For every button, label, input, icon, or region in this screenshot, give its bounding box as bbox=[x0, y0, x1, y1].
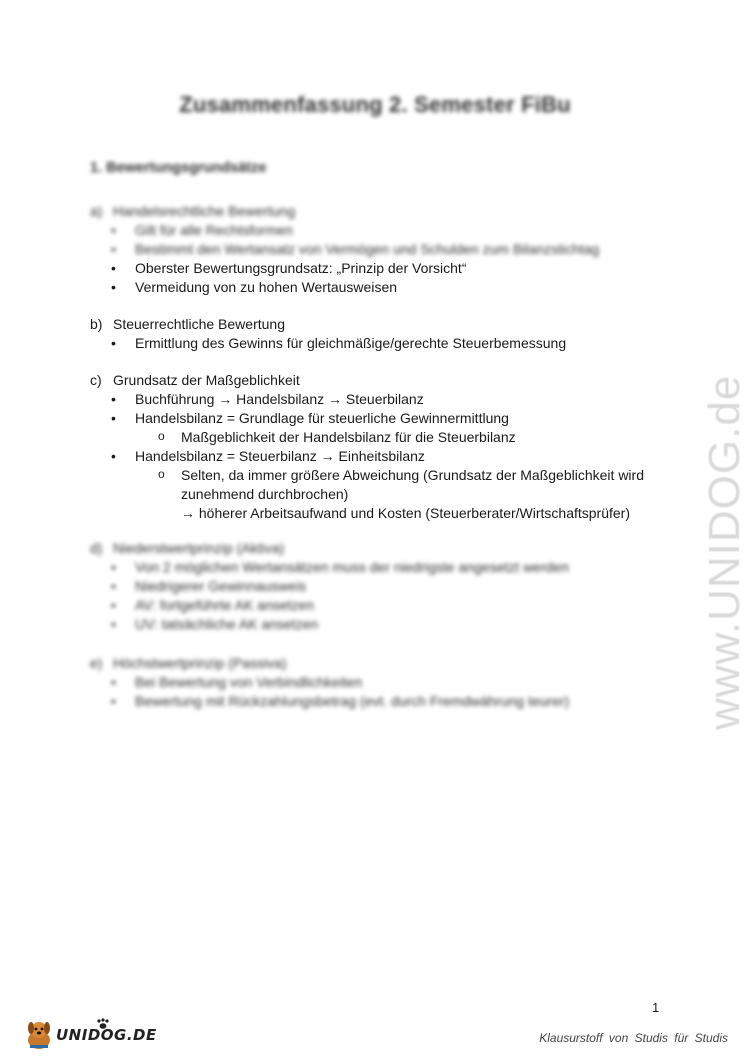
list-item: • Bewertung mit Rückzahlungsbetrag (evt. durch Fremdwährung teurer) bbox=[90, 692, 569, 711]
section-b-list bbox=[90, 334, 566, 353]
section-c-list bbox=[90, 390, 644, 428]
list-item: • Niedrigerer Gewinnausweis bbox=[90, 577, 569, 596]
section-c-sublist-1 bbox=[90, 428, 644, 447]
list-item: • Bei Bewertung von Verbindlichkeiten bbox=[90, 673, 569, 692]
section-b-label: b) bbox=[90, 316, 103, 332]
section-d-title: Niederstwertprinzip (Aktiva) bbox=[113, 540, 285, 556]
section-b-title: Steuerrechtliche Bewertung bbox=[113, 316, 285, 332]
section-c bbox=[90, 371, 644, 523]
section-heading-1: 1. Bewertungsgrundsätze bbox=[90, 160, 267, 176]
section-c-list-2 bbox=[90, 447, 644, 466]
section-a-title-row bbox=[90, 202, 599, 221]
list-item: • Ermittlung des Gewinns für gleichmäßige/gerechte Steuerbemessung bbox=[90, 334, 566, 353]
footer-tagline: Klausurstoff von Studis für Studis bbox=[539, 1031, 728, 1045]
dog-mascot-icon bbox=[22, 1018, 56, 1052]
section-b bbox=[90, 315, 566, 353]
logo-text: UNIDOG.DE bbox=[56, 1026, 157, 1044]
sub-list-continuation: → höherer Arbeitsaufwand und Kosten (Steuerberater/Wirtschaftsprüfer) bbox=[181, 505, 630, 521]
list-item: • Oberster Bewertungsgrundsatz: „Prinzip der Vorsicht“ bbox=[90, 259, 599, 278]
sub-list-continuation: zunehmend durchbrochen) bbox=[181, 486, 349, 502]
section-d-list bbox=[90, 558, 569, 634]
section-d-title-row bbox=[90, 539, 569, 558]
list-item: • Vermeidung von zu hohen Wertausweisen bbox=[90, 278, 599, 297]
list-item: • Gilt für alle Rechtsformen bbox=[90, 221, 599, 240]
section-e bbox=[90, 654, 569, 711]
list-item: • Bestimmt den Wertansatz von Vermögen und Schulden zum Bilanzstichtag bbox=[90, 240, 599, 259]
section-a-title: Handelsrechtliche Bewertung bbox=[113, 203, 296, 219]
section-c-title: Grundsatz der Maßgeblichkeit bbox=[113, 372, 300, 388]
list-item: • Buchführung → Handelsbilanz → Steuerbilanz bbox=[90, 390, 644, 409]
section-d-label: d) bbox=[90, 540, 103, 556]
unidog-logo bbox=[22, 1018, 162, 1052]
list-item: • Von 2 möglichen Wertansätzen muss der niedrigste angesetzt werden bbox=[90, 558, 569, 577]
sub-list-item: o Selten, da immer größere Abweichung (Grundsatz der Maßgeblichkeit wird bbox=[90, 466, 644, 485]
list-item: • AV: fortgeführte AK ansetzen bbox=[90, 596, 569, 615]
sub-list-item: o Maßgeblichkeit der Handelsbilanz für die Steuerbilanz bbox=[90, 428, 644, 447]
list-item: • Handelsbilanz = Grundlage für steuerliche Gewinnermittlung bbox=[90, 409, 644, 428]
section-e-title-row bbox=[90, 654, 569, 673]
watermark: www.UNIDOG.de bbox=[700, 374, 749, 730]
list-item: • Handelsbilanz = Steuerbilanz → Einheitsbilanz bbox=[90, 447, 644, 466]
section-a-list bbox=[90, 221, 599, 297]
list-item: • UV: tatsächliche AK ansetzen bbox=[90, 615, 569, 634]
section-e-label: e) bbox=[90, 655, 103, 671]
section-c-label: c) bbox=[90, 372, 102, 388]
section-c-title-row bbox=[90, 371, 644, 390]
section-e-title: Höchstwertprinzip (Passiva) bbox=[113, 655, 287, 671]
section-b-title-row bbox=[90, 315, 566, 334]
document-title: Zusammenfassung 2. Semester FiBu bbox=[179, 92, 571, 117]
section-a bbox=[90, 202, 599, 297]
section-a-label: a) bbox=[90, 203, 103, 219]
section-e-list bbox=[90, 673, 569, 711]
section-c-sublist-2 bbox=[90, 466, 644, 485]
section-d bbox=[90, 539, 569, 634]
page-number: 1 bbox=[652, 1000, 660, 1015]
